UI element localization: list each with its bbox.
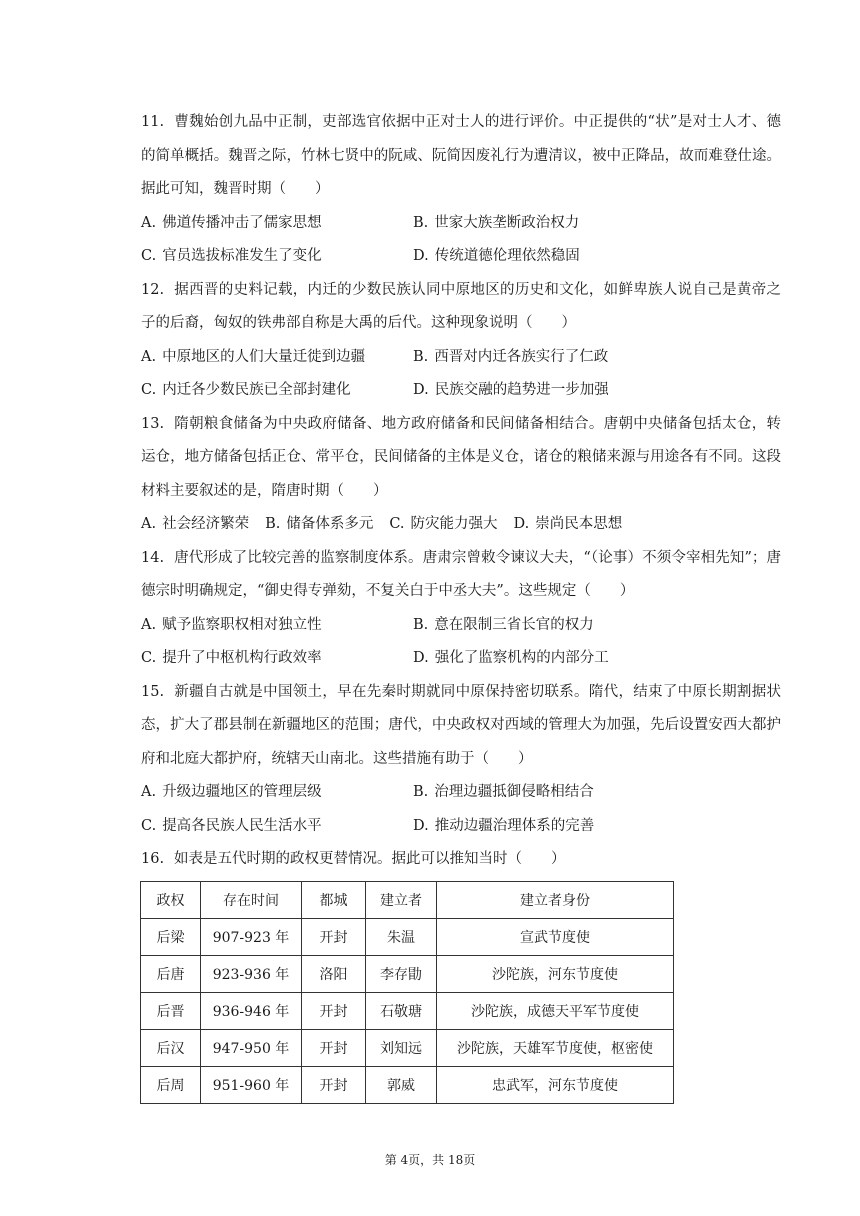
table-cell: 石敬瑭 [366, 992, 437, 1029]
option-text: 储备体系多元 [286, 516, 374, 532]
table-cell: 忠武军，河东节度使 [437, 1066, 674, 1103]
table-cell: 李存勖 [366, 955, 437, 992]
table-cell: 后唐 [141, 955, 201, 992]
option-b[interactable] [265, 508, 373, 542]
option-c[interactable] [141, 374, 413, 408]
table-header-cell: 都城 [302, 881, 366, 918]
question-number: 14. [141, 549, 165, 566]
question-number: 16. [141, 851, 165, 867]
option-d[interactable] [413, 810, 685, 844]
question-text: 据西晋的史料记载，内迁的少数民族认同中原地区的历史和文化，如鲜卑族人说自己是黄帝之子的后裔，匈奴的铁弗部自称是大禹的后代。这种现象说明（ ） [141, 281, 781, 331]
table-row [141, 1066, 674, 1103]
option-c[interactable] [141, 810, 413, 844]
option-text: 强化了监察机构的内部分工 [434, 650, 609, 666]
option-text: 意在限制三省长官的权力 [434, 616, 594, 633]
option-letter: C. [141, 817, 157, 834]
answer-options [141, 609, 781, 676]
option-text: 中原地区的人们大量迁徙到边疆 [162, 348, 366, 365]
option-b[interactable] [413, 609, 685, 643]
table-cell: 后梁 [141, 918, 201, 955]
question-14 [141, 542, 781, 676]
table-header-cell: 存在时间 [201, 881, 302, 918]
option-b[interactable] [413, 776, 685, 810]
table-header-cell: 政权 [141, 881, 201, 918]
answer-options [141, 341, 781, 408]
option-letter: A. [141, 348, 157, 365]
option-a[interactable] [141, 341, 413, 375]
question-stem [141, 843, 781, 877]
table-cell: 沙陀族，天雄军节度使，枢密使 [437, 1029, 674, 1066]
option-text: 防灾能力强大 [410, 516, 498, 532]
option-text: 民族交融的趋势进一步加强 [434, 382, 609, 398]
option-c[interactable] [389, 508, 497, 542]
option-text: 传统道德伦理依然稳固 [434, 248, 580, 264]
option-c[interactable] [141, 642, 413, 676]
question-11 [141, 106, 781, 274]
table-header-row [141, 881, 674, 918]
table-cell: 开封 [302, 992, 366, 1029]
option-a[interactable] [141, 609, 413, 643]
option-letter: D. [413, 382, 429, 398]
option-letter: D. [413, 650, 429, 666]
table-row [141, 918, 674, 955]
option-text: 推动边疆治理体系的完善 [434, 817, 595, 834]
option-letter: D. [513, 516, 530, 532]
table-cell: 洛阳 [302, 955, 366, 992]
option-text: 治理边疆抵御侵略相结合 [434, 784, 594, 800]
regime-table [140, 881, 674, 1104]
option-letter: D. [413, 817, 429, 834]
table-row [141, 1029, 674, 1066]
option-letter: A. [141, 214, 157, 231]
question-stem [141, 676, 781, 777]
option-text: 世家大族垄断政治权力 [434, 214, 580, 231]
option-letter: B. [265, 516, 281, 532]
table-cell: 后汉 [141, 1029, 201, 1066]
table-cell: 刘知远 [366, 1029, 437, 1066]
option-a[interactable] [141, 508, 249, 542]
question-text: 新疆自古就是中国领土，早在先秦时期就同中原保持密切联系。隋代，结束了中原长期割据状态，扩大了郡县制在新疆地区的范围；唐代，中央政权对西域的管理大为加强，先后设置安西大都护府和北庭大都护府，统辖天山南北。这些措施有助于（ ） [141, 683, 781, 767]
option-b[interactable] [413, 341, 685, 375]
table-row [141, 955, 674, 992]
question-12 [141, 274, 781, 408]
option-a[interactable] [141, 207, 413, 241]
table-cell: 后晋 [141, 992, 201, 1029]
option-letter: D. [413, 248, 429, 264]
option-letter: A. [141, 784, 157, 800]
table-row [141, 992, 674, 1029]
option-letter: C. [141, 248, 157, 264]
question-number: 13. [141, 415, 165, 432]
option-d[interactable] [413, 374, 685, 408]
option-text: 官员选拔标准发生了变化 [162, 248, 322, 264]
option-text: 内迁各少数民族已全部封建化 [162, 382, 351, 398]
table-cell: 开封 [302, 1029, 366, 1066]
table-cell: 沙陀族，成德天平军节度使 [437, 992, 674, 1029]
answer-options [141, 776, 781, 843]
option-letter: B. [413, 616, 429, 633]
table-cell: 936-946 年 [201, 992, 302, 1029]
table-header-cell: 建立者 [366, 881, 437, 918]
question-text: 如表是五代时期的政权更替情况。据此可以推知当时（ ） [174, 851, 566, 867]
table-cell: 开封 [302, 918, 366, 955]
question-number: 15. [141, 683, 165, 700]
answer-options [141, 207, 781, 274]
question-text: 唐代形成了比较完善的监察制度体系。唐肃宗曾敕令谏议大夫，“（论事）不须令宰相先知”；唐德宗时明确规定，“御史得专弹劾，不复关白于中丞大夫”。这些规定（ ） [141, 549, 781, 599]
option-d[interactable] [514, 508, 623, 542]
option-d[interactable] [413, 240, 685, 274]
table-cell: 951-960 年 [201, 1066, 302, 1103]
option-letter: C. [141, 382, 157, 398]
answer-options [141, 508, 781, 542]
table-cell: 923-936 年 [201, 955, 302, 992]
option-letter: C. [389, 516, 405, 532]
question-number: 12. [141, 281, 165, 298]
option-text: 社会经济繁荣 [162, 516, 250, 532]
option-text: 升级边疆地区的管理层级 [162, 784, 322, 800]
option-text: 佛道传播冲击了儒家思想 [162, 214, 322, 231]
option-letter: C. [141, 650, 157, 666]
table-cell: 朱温 [366, 918, 437, 955]
question-stem [141, 106, 781, 207]
table-cell: 后周 [141, 1066, 201, 1103]
option-a[interactable] [141, 776, 413, 810]
question-text: 隋朝粮食储备为中央政府储备、地方政府储备和民间储备相结合。唐朝中央储备包括太仓，转运仓，地方储备包括正仓、常平仓，民间储备的主体是义仓，诸仓的粮储来源与用途各有不同。这段材料主要叙述的是，隋唐时期（ ） [141, 415, 781, 499]
table-header-cell: 建立者身份 [437, 881, 674, 918]
table-cell: 开封 [302, 1066, 366, 1103]
table-cell: 沙陀族，河东节度使 [437, 955, 674, 992]
option-letter: A. [141, 516, 157, 532]
option-letter: A. [141, 616, 157, 633]
option-text: 提高各民族人民生活水平 [162, 817, 322, 834]
question-text: 曹魏始创九品中正制，吏部选官依据中正对士人的进行评价。中正提供的“状”是对士人才、德的简单概括。魏晋之际，竹林七贤中的阮咸、阮简因废礼行为遭清议，被中正降品，故而难登仕途。据此可知，魏晋时期（ ） [141, 114, 781, 197]
option-d[interactable] [413, 642, 685, 676]
option-text: 西晋对内迁各族实行了仁政 [434, 348, 609, 365]
option-b[interactable] [413, 207, 685, 241]
option-letter: B. [413, 784, 429, 800]
option-text: 崇尚民本思想 [535, 516, 623, 532]
table-cell: 宣武节度使 [437, 918, 674, 955]
question-15 [141, 676, 781, 844]
question-stem [141, 542, 781, 609]
question-16 [141, 843, 781, 1104]
option-letter: B. [413, 214, 429, 231]
table-cell: 907-923 年 [201, 918, 302, 955]
question-number: 11. [141, 114, 165, 130]
table-cell: 947-950 年 [201, 1029, 302, 1066]
question-stem [141, 408, 781, 509]
table-cell: 郭威 [366, 1066, 437, 1103]
page-content [141, 106, 781, 1104]
page-footer: 第 4页，共 18页 [384, 1153, 476, 1167]
option-text: 提升了中枢机构行政效率 [162, 650, 322, 666]
option-letter: B. [413, 348, 429, 365]
question-13 [141, 408, 781, 542]
option-text: 赋予监察职权相对独立性 [162, 616, 322, 633]
question-stem [141, 274, 781, 341]
option-c[interactable] [141, 240, 413, 274]
